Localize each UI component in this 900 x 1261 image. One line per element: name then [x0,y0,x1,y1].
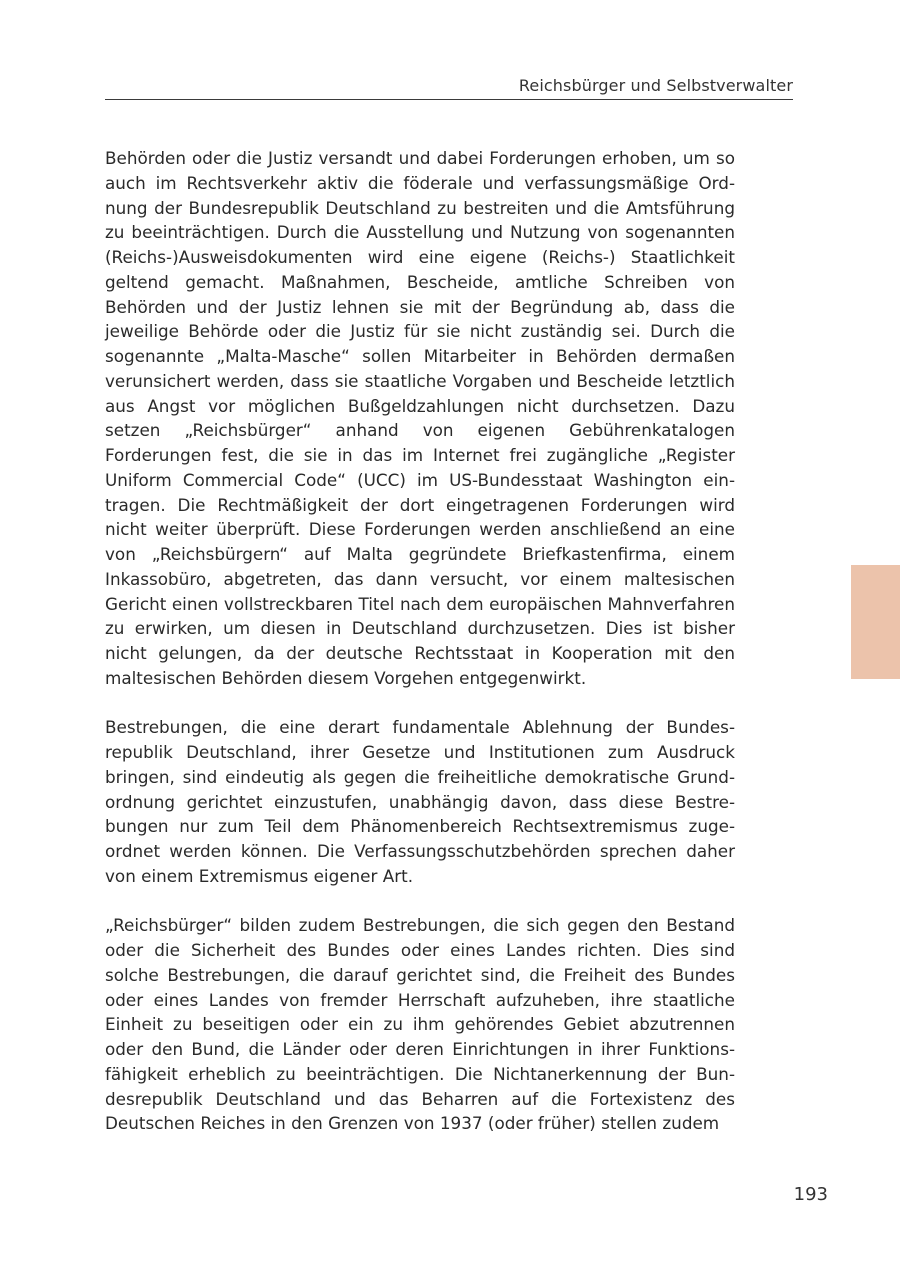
body-text [105,146,735,1161]
paragraph-3: „Reichsbürger“ bilden zudem Bestrebungen, die sich gegen den Bestand oder die Sicherheit des Bundes oder eines Landes richten. Dies sind solche Bestrebungen, die darauf gerichtet sind, die Freiheit des Bundes oder eines Landes von fremder Herrschaft aufzuheben, ihre staatliche Einheit zu beseitigen oder ein zu ihm gehörendes Gebiet abzutrennen oder den Bund, die Länder oder deren Einrichtungen in ihrer Funktionsfähigkeit erheblich zu beeinträchtigen. Die Nichtanerkennung der Bundesrepublik Deutschland und das Beharren auf die Fortexistenz des Deutschen Reiches in den Grenzen von 1937 (oder früher) stellen zudem [105,915,735,1134]
page-number: 193 [793,1184,828,1205]
header-divider [105,99,793,100]
chapter-thumb-tab [851,565,900,679]
running-header: Reichsbürger und Selbstverwalter [518,76,793,95]
paragraph-1: Behörden oder die Justiz versandt und dabei Forderungen erhoben, um so auch im Rechtsverkehr aktiv die föderale und verfassungsmäßige Ordnung der Bundesrepublik Deutschland zu bestreiten und die Amtsführung zu beeinträchtigen. Durch die Ausstellung und Nutzung von sogenannten (Reichs-)Ausweisdokumenten wird eine eigene (Reichs-) Staatlichkeit geltend gemacht. Maßnahmen, Bescheide, amtliche Schreiben von Behörden und der Justiz lehnen sie mit der Begründung ab, dass die jeweilige Behörde oder die Justiz für sie nicht zuständig sei. Durch die sogenannte „Malta-Masche“ sollen Mitarbeiter in Behörden dermaßen verunsichert werden, dass sie staatliche Vorgaben und Bescheide letztlich aus Angst vor möglichen Bußgeldzahlungen nicht durchsetzen. Dazu setzen „Reichsbürger“ anhand von eigenen Gebührenkatalogen Forderungen fest, die sie in das im Internet frei zugängliche „Register Uniform Commercial Code“ (UCC) im US-Bundesstaat Washington eintragen. Die Rechtmäßigkeit der dort eingetragenen Forderungen wird nicht weiter überprüft. Diese Forderungen werden anschließend an eine von „Reichsbürgern“ auf Malta gegründete Briefkastenfirma, einem Inkassobüro, abgetreten, das dann versucht, vor einem maltesischen Gericht einen vollstreckbaren Titel nach dem europäischen Mahnverfahren zu erwirken, um diesen in Deutschland durchzusetzen. Dies ist bisher nicht gelungen, da der deutsche Rechtsstaat in Kooperation mit den maltesischen Behörden diesem Vorgehen entgegenwirkt. [105,148,735,688]
paragraph-2: Bestrebungen, die eine derart fundamentale Ablehnung der Bundesrepublik Deutschland, ihrer Gesetze und Institutionen zum Ausdruck bringen, sind eindeutig als gegen die freiheitliche demokratische Grundordnung gerichtet einzustufen, unabhängig davon, dass diese Bestrebungen nur zum Teil dem Phänomenbereich Rechtsextremismus zugeordnet werden können. Die Verfassungsschutzbehörden sprechen daher von einem Extremismus eigener Art. [105,717,735,886]
